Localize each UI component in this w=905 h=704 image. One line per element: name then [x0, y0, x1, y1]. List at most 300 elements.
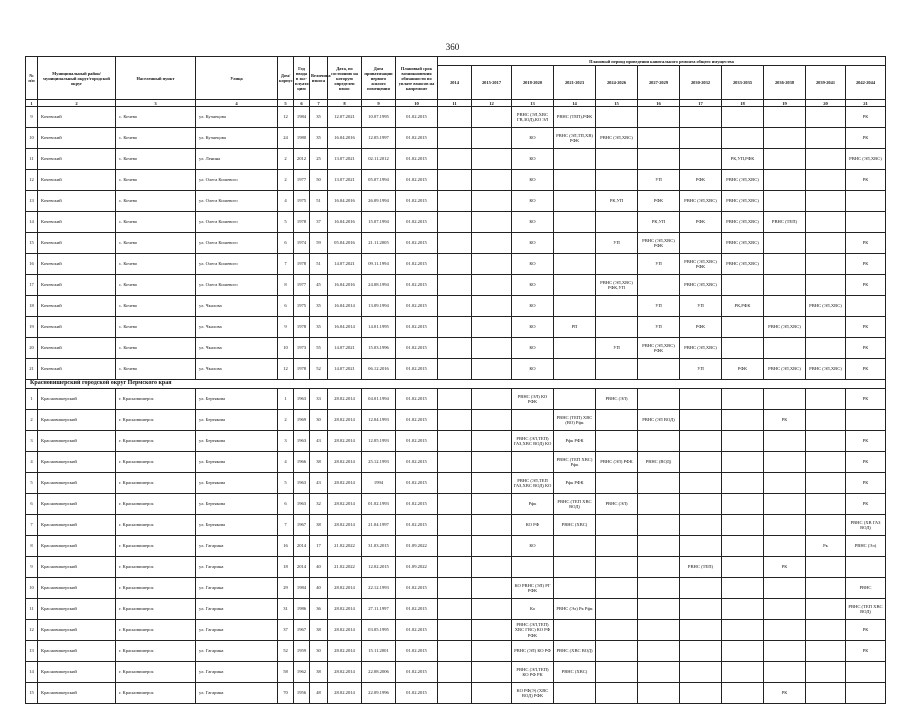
row-number: 8 — [26, 536, 38, 557]
period-cell: РВНС (ЭЛ,ХВС) — [596, 128, 638, 149]
period-cell — [638, 557, 680, 578]
period-cell: РВНС (ЭЛ,ХВС ГВ,ЗОД),КО ЭЛ — [512, 107, 554, 128]
wear-cell: 40 — [310, 557, 328, 578]
period-cell: РВНС (ТЕП ХВС) Рфк — [554, 452, 596, 473]
table-row — [26, 557, 886, 578]
year-cell: 1978 — [294, 317, 310, 338]
period-cell — [638, 389, 680, 410]
period-cell: УП — [596, 233, 638, 254]
wear-cell: 40 — [310, 578, 328, 599]
row-number: 5 — [26, 473, 38, 494]
year-cell: 1977 — [294, 170, 310, 191]
period-cell: УП — [638, 254, 680, 275]
locality-cell: г. Красновишерск — [116, 431, 196, 452]
header-period: 2021-2023 — [554, 66, 596, 100]
period-cell — [680, 431, 722, 452]
period-cell: РВНС (ЭЛ,ХВС) РФК — [638, 233, 680, 254]
period-cell: РК — [846, 107, 886, 128]
wear-cell: 30 — [310, 410, 328, 431]
year-cell: 1980 — [294, 128, 310, 149]
period-cell — [638, 683, 680, 704]
period-cell — [472, 275, 512, 296]
deadline-cell: 01.09.2022 — [396, 557, 438, 578]
header-deadline: Плановый срок возникновения обязанности по уплате взносов на капремонт — [396, 57, 438, 100]
house-cell: 5 — [278, 212, 294, 233]
period-cell — [722, 275, 764, 296]
period-cell: РВНС (ТЕП) — [680, 557, 722, 578]
period-cell: РВНС (ЭЛ,ХВС) — [764, 317, 806, 338]
period-cell — [764, 599, 806, 620]
column-number: 20 — [806, 100, 846, 107]
period-cell — [472, 191, 512, 212]
period-cell — [596, 149, 638, 170]
privatization-date-cell: 24.08.1994 — [362, 275, 396, 296]
survey-date-cell: 28.02.2014 — [328, 389, 362, 410]
period-cell — [722, 641, 764, 662]
house-cell: 2 — [278, 410, 294, 431]
column-number: 8 — [328, 100, 362, 107]
column-number: 1 — [26, 100, 38, 107]
privatization-date-cell: 12.04.1993 — [362, 410, 396, 431]
year-cell: 2014 — [294, 557, 310, 578]
survey-date-cell: 13.07.2021 — [328, 149, 362, 170]
period-cell — [596, 557, 638, 578]
deadline-cell: 01.02.2015 — [396, 452, 438, 473]
privatization-date-cell: 22.12.1993 — [362, 578, 396, 599]
period-cell — [438, 452, 472, 473]
period-cell — [722, 620, 764, 641]
period-cell — [596, 254, 638, 275]
year-cell: 1962 — [294, 662, 310, 683]
period-cell — [438, 233, 472, 254]
column-number: 19 — [764, 100, 806, 107]
period-cell — [764, 431, 806, 452]
privatization-date-cell: 09.11.1994 — [362, 254, 396, 275]
period-cell: РВНС (ЭЛ,ТЕП) ГАЗ,ХВС ВОД) КО — [512, 431, 554, 452]
header-period: 2024-2026 — [596, 66, 638, 100]
period-cell: Рфк РФК — [554, 431, 596, 452]
year-cell: 1973 — [294, 338, 310, 359]
house-cell: 8 — [278, 275, 294, 296]
year-cell: 1963 — [294, 389, 310, 410]
wear-cell: 48 — [310, 683, 328, 704]
row-number: 13 — [26, 641, 38, 662]
period-cell — [806, 599, 846, 620]
period-cell: УП — [680, 296, 722, 317]
privatization-date-cell: 21.04.1997 — [362, 515, 396, 536]
period-cell — [596, 170, 638, 191]
locality-cell: с. Кочево — [116, 233, 196, 254]
row-number: 16 — [26, 254, 38, 275]
house-cell: 24 — [278, 128, 294, 149]
period-cell — [764, 191, 806, 212]
district-cell: Кочевский — [38, 212, 116, 233]
period-cell — [680, 578, 722, 599]
header-district: Муниципальный район/ муниципальный округ/городской округ — [38, 57, 116, 100]
period-cell — [722, 662, 764, 683]
period-cell — [680, 515, 722, 536]
header-period: 2036-2038 — [764, 66, 806, 100]
street-cell: ул. Кузнецова — [196, 128, 278, 149]
period-cell — [596, 515, 638, 536]
period-cell — [846, 410, 886, 431]
house-cell: 6 — [278, 494, 294, 515]
table-row — [26, 254, 886, 275]
period-cell: РК — [846, 170, 886, 191]
row-number: 13 — [26, 191, 38, 212]
period-cell — [806, 410, 846, 431]
privatization-date-cell: 12.05.1997 — [362, 128, 396, 149]
district-cell: Кочевский — [38, 233, 116, 254]
house-cell: 12 — [278, 359, 294, 380]
year-cell: 1986 — [294, 599, 310, 620]
period-cell — [764, 494, 806, 515]
period-cell — [680, 599, 722, 620]
survey-date-cell: 16.04.2014 — [328, 317, 362, 338]
period-cell: КО — [512, 233, 554, 254]
district-cell: Кочевский — [38, 359, 116, 380]
period-cell — [472, 149, 512, 170]
period-cell: УП — [638, 170, 680, 191]
period-cell: КО — [512, 128, 554, 149]
period-cell — [722, 317, 764, 338]
period-cell: РК — [846, 128, 886, 149]
locality-cell: г. Красновишерск — [116, 389, 196, 410]
deadline-cell: 01.02.2015 — [396, 275, 438, 296]
period-cell: РК — [846, 641, 886, 662]
period-cell — [438, 536, 472, 557]
table-row — [26, 275, 886, 296]
locality-cell: г. Красновишерск — [116, 662, 196, 683]
period-cell: РК,УП,РФК — [722, 149, 764, 170]
survey-date-cell: 21.02.2022 — [328, 557, 362, 578]
row-number: 4 — [26, 452, 38, 473]
row-number: 7 — [26, 515, 38, 536]
period-cell — [438, 683, 472, 704]
period-cell — [680, 233, 722, 254]
deadline-cell: 01.02.2015 — [396, 473, 438, 494]
period-cell — [596, 410, 638, 431]
period-cell — [638, 578, 680, 599]
wear-cell: 43 — [310, 431, 328, 452]
period-cell — [764, 233, 806, 254]
row-number: 1 — [26, 389, 38, 410]
wear-cell: 35 — [310, 128, 328, 149]
period-cell — [438, 275, 472, 296]
period-cell: РК — [846, 620, 886, 641]
privatization-date-cell: 10.07.1995 — [362, 107, 396, 128]
period-cell: Рфк — [512, 494, 554, 515]
deadline-cell: 01.02.2015 — [396, 107, 438, 128]
column-number: 18 — [722, 100, 764, 107]
period-cell — [680, 536, 722, 557]
house-cell: 7 — [278, 254, 294, 275]
period-cell: РВНС (ЭЛ ВОД) — [638, 410, 680, 431]
deadline-cell: 01.02.2015 — [396, 254, 438, 275]
wear-cell: 17 — [310, 536, 328, 557]
column-number: 2 — [38, 100, 116, 107]
deadline-cell: 01.02.2015 — [396, 359, 438, 380]
street-cell: ул. Чкалова — [196, 338, 278, 359]
period-cell: РК — [846, 275, 886, 296]
period-cell — [722, 683, 764, 704]
period-cell: РВНС (ЭЛ,ХВС) — [806, 359, 846, 380]
period-cell — [806, 212, 846, 233]
period-cell — [596, 599, 638, 620]
year-cell: 1963 — [294, 431, 310, 452]
locality-cell: с. Кочево — [116, 191, 196, 212]
privatization-date-cell: 22.08.2006 — [362, 662, 396, 683]
period-cell — [596, 620, 638, 641]
privatization-date-cell: 05.07.1994 — [362, 170, 396, 191]
house-cell: 1 — [278, 389, 294, 410]
period-cell: РК — [846, 452, 886, 473]
period-cell — [438, 662, 472, 683]
street-cell: ул. Гагарина — [196, 641, 278, 662]
privatization-date-cell: 22.09.1996 — [362, 683, 396, 704]
year-cell: 1977 — [294, 275, 310, 296]
period-cell — [472, 599, 512, 620]
table-row — [26, 410, 886, 431]
period-cell — [472, 338, 512, 359]
period-cell: КО — [512, 296, 554, 317]
period-cell — [438, 359, 472, 380]
deadline-cell: 01.02.2015 — [396, 233, 438, 254]
column-number: 12 — [472, 100, 512, 107]
period-cell — [764, 296, 806, 317]
period-cell — [472, 641, 512, 662]
period-cell — [438, 254, 472, 275]
period-cell — [554, 296, 596, 317]
period-cell: РВНС (ЭЛ,ХВС) РФК,УП — [596, 275, 638, 296]
locality-cell: с. Кочево — [116, 170, 196, 191]
privatization-date-cell: 21.11.2005 — [362, 233, 396, 254]
period-cell — [554, 557, 596, 578]
district-cell: Кочевский — [38, 275, 116, 296]
period-cell: РВНС (ЭЛ,ХВС) — [846, 149, 886, 170]
district-cell: Кочевский — [38, 170, 116, 191]
house-cell: 58 — [278, 662, 294, 683]
period-cell: РК — [846, 431, 886, 452]
house-cell: 2 — [278, 149, 294, 170]
period-cell — [638, 431, 680, 452]
period-cell — [554, 359, 596, 380]
table-row — [26, 149, 886, 170]
header-no: № п/п — [26, 57, 38, 100]
deadline-cell: 01.02.2015 — [396, 191, 438, 212]
period-cell — [806, 641, 846, 662]
survey-date-cell: 14.07.2021 — [328, 338, 362, 359]
locality-cell: г. Красновишерск — [116, 599, 196, 620]
district-cell: Кочевский — [38, 338, 116, 359]
period-cell — [554, 338, 596, 359]
period-cell: УП — [638, 317, 680, 338]
house-cell: 18 — [278, 557, 294, 578]
locality-cell: с. Кочево — [116, 107, 196, 128]
district-cell: Красновишерский — [38, 557, 116, 578]
street-cell: ул. Бертякова — [196, 452, 278, 473]
period-cell: УП — [596, 338, 638, 359]
row-number: 12 — [26, 170, 38, 191]
period-cell: РК,УП — [638, 212, 680, 233]
header-period: 2027-2029 — [638, 66, 680, 100]
column-number: 6 — [294, 100, 310, 107]
street-cell: ул. Гагарина — [196, 578, 278, 599]
table-row — [26, 212, 886, 233]
period-cell: РК — [764, 557, 806, 578]
period-cell — [806, 191, 846, 212]
house-cell: 29 — [278, 578, 294, 599]
house-cell: 10 — [278, 338, 294, 359]
capital-repair-table — [25, 56, 886, 704]
period-cell — [554, 620, 596, 641]
street-cell: ул. Гагарина — [196, 536, 278, 557]
column-number: 3 — [116, 100, 196, 107]
period-cell — [806, 431, 846, 452]
period-cell — [554, 536, 596, 557]
period-cell: РВНС (ЭЛ,ХВС) — [764, 359, 806, 380]
wear-cell: 45 — [310, 275, 328, 296]
period-cell: РВНС — [846, 578, 886, 599]
header-street: Улица — [196, 57, 278, 100]
period-cell — [638, 494, 680, 515]
period-cell — [764, 389, 806, 410]
deadline-cell: 01.02.2015 — [396, 494, 438, 515]
period-cell — [638, 275, 680, 296]
period-cell — [472, 620, 512, 641]
locality-cell: г. Красновишерск — [116, 494, 196, 515]
period-cell — [680, 149, 722, 170]
district-cell: Красновишерский — [38, 452, 116, 473]
street-cell: ул. Ленина — [196, 149, 278, 170]
deadline-cell: 01.02.2015 — [396, 128, 438, 149]
period-cell — [472, 410, 512, 431]
period-cell — [806, 275, 846, 296]
period-cell — [438, 296, 472, 317]
period-cell — [472, 683, 512, 704]
period-cell: Рфк РФК — [554, 473, 596, 494]
period-cell — [846, 557, 886, 578]
period-cell: РВНС (ЭЛ) КО РФК — [512, 389, 554, 410]
street-cell: ул. Бертякова — [196, 515, 278, 536]
period-cell — [764, 536, 806, 557]
wear-cell: 25 — [310, 149, 328, 170]
period-cell — [438, 641, 472, 662]
wear-cell: 38 — [310, 662, 328, 683]
period-cell — [638, 599, 680, 620]
section-title: Красновишерский городской округ Пермского края — [26, 380, 886, 389]
district-cell: Красновишерский — [38, 473, 116, 494]
table-row — [26, 170, 886, 191]
period-cell — [512, 452, 554, 473]
period-cell — [596, 473, 638, 494]
period-cell — [472, 170, 512, 191]
period-cell — [438, 578, 472, 599]
period-cell: РК — [764, 683, 806, 704]
period-cell — [680, 107, 722, 128]
period-cell — [722, 515, 764, 536]
period-cell: РВНС (ХВС ВОД) — [554, 641, 596, 662]
locality-cell: с. Кочево — [116, 128, 196, 149]
year-cell: 1963 — [294, 473, 310, 494]
period-cell — [638, 536, 680, 557]
year-cell: 1969 — [294, 410, 310, 431]
period-cell — [680, 683, 722, 704]
period-cell — [638, 515, 680, 536]
street-cell: ул. Бертякова — [196, 410, 278, 431]
privatization-date-cell: 02.11.2012 — [362, 149, 396, 170]
locality-cell: г. Красновишерск — [116, 410, 196, 431]
period-cell — [722, 452, 764, 473]
district-cell: Кочевский — [38, 317, 116, 338]
period-cell: КО — [512, 275, 554, 296]
privatization-date-cell: 03.05.1995 — [362, 620, 396, 641]
street-cell: ул. Олега Кошевого — [196, 233, 278, 254]
period-cell — [722, 578, 764, 599]
period-cell — [596, 212, 638, 233]
year-cell: 1978 — [294, 212, 310, 233]
district-cell: Красновишерский — [38, 683, 116, 704]
privatization-date-cell: 31.03.2015 — [362, 536, 396, 557]
period-cell — [846, 683, 886, 704]
period-cell: РВНС (ЭЛ,ХВС) — [722, 254, 764, 275]
wear-cell: 35 — [310, 296, 328, 317]
period-cell — [438, 494, 472, 515]
period-cell — [806, 317, 846, 338]
period-cell — [638, 473, 680, 494]
column-number: 4 — [196, 100, 278, 107]
period-cell: РВНС (ЭЛ,ХВС) — [722, 233, 764, 254]
period-cell — [846, 212, 886, 233]
street-cell: ул. Чкалова — [196, 317, 278, 338]
table-row — [26, 662, 886, 683]
house-cell: 52 — [278, 641, 294, 662]
row-number: 15 — [26, 683, 38, 704]
period-cell: РВНС (Эл) — [846, 536, 886, 557]
column-number: 10 — [396, 100, 438, 107]
period-cell: Рк — [806, 536, 846, 557]
period-cell — [438, 473, 472, 494]
privatization-date-cell: 27.11.1997 — [362, 599, 396, 620]
period-cell: УП — [680, 359, 722, 380]
period-cell: РК — [846, 473, 886, 494]
period-cell — [472, 452, 512, 473]
period-cell — [680, 620, 722, 641]
row-number: 14 — [26, 212, 38, 233]
locality-cell: г. Красновишерск — [116, 536, 196, 557]
period-cell — [438, 389, 472, 410]
period-cell — [722, 410, 764, 431]
wear-cell: 51 — [310, 191, 328, 212]
table-row — [26, 233, 886, 254]
table-row — [26, 431, 886, 452]
period-cell: РВНС (ЭЛ,ХВС) — [806, 296, 846, 317]
locality-cell: с. Кочево — [116, 359, 196, 380]
street-cell: ул. Олега Кошевого — [196, 254, 278, 275]
period-cell — [438, 149, 472, 170]
period-cell — [472, 296, 512, 317]
period-cell — [722, 536, 764, 557]
period-cell: КО — [512, 536, 554, 557]
period-cell — [806, 389, 846, 410]
year-cell: 1984 — [294, 578, 310, 599]
street-cell: ул. Гагарина — [196, 599, 278, 620]
house-cell: 4 — [278, 452, 294, 473]
table-row — [26, 359, 886, 380]
wear-cell: 38 — [310, 620, 328, 641]
period-cell: КО — [512, 359, 554, 380]
privatization-date-cell: 15.11.2001 — [362, 641, 396, 662]
